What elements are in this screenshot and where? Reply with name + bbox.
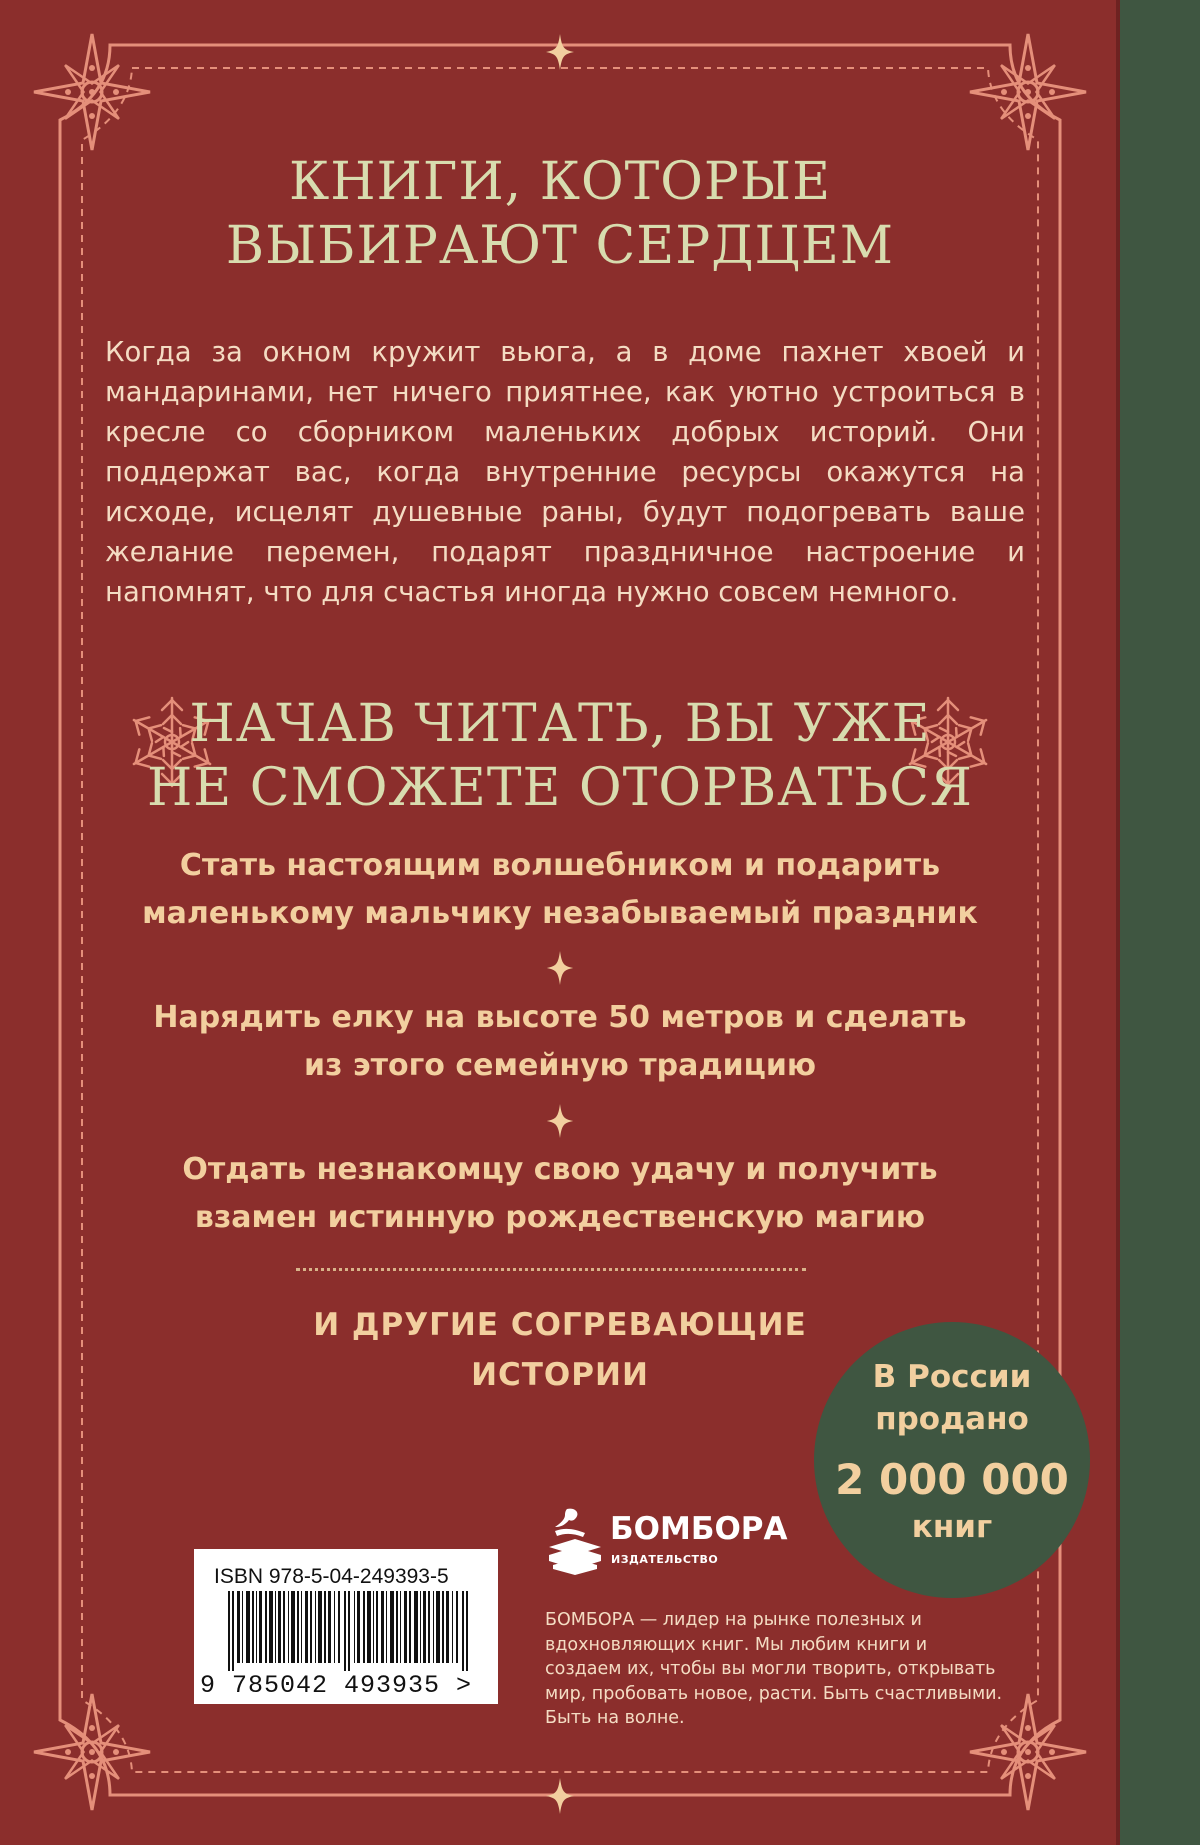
dotted-divider	[296, 1268, 806, 1271]
barcode-panel	[194, 1549, 498, 1704]
badge-unit: книг	[911, 1509, 993, 1545]
publisher-name: БОМБОРА	[610, 1511, 788, 1547]
main-heading	[120, 150, 1000, 278]
secondary-heading	[120, 692, 1000, 820]
feature-line: из этого семейную традицию	[303, 1048, 817, 1083]
feature-item	[110, 842, 1010, 938]
feature-item	[110, 994, 1010, 1090]
feature-line: взамен истинную рождественскую магию	[194, 1200, 926, 1235]
feature-line: Нарядить елку на высоте 50 метров и сделать	[153, 1000, 967, 1035]
secondary-heading-line: НАЧАВ ЧИТАТЬ, ВЫ УЖЕ	[189, 694, 931, 754]
feature-line: Стать настоящим волшебником и подарить	[179, 848, 941, 883]
spine	[1120, 0, 1200, 1845]
intro-paragraph: Когда за окном кружит вьюга, а в доме пахнет хвоей и мандаринами, нет ничего приятнее, как уютно устроиться в кресле со сборником маленьких добрых историй. Они поддержат вас, когда внутренние ресурсы окажутся на исходе, исцелят душевные раны, будут подогревать ваше желание перемен, подарят праздничное настроение и напомнят, что для счастья иногда нужно совсем немного.	[105, 336, 1025, 608]
corner-ornament-icon	[34, 34, 150, 150]
secondary-heading-line: НЕ СМОЖЕТЕ ОТОРВАТЬСЯ	[146, 758, 974, 818]
main-heading-line: КНИГИ, КОТОРЫЕ	[288, 152, 832, 212]
sales-badge	[814, 1322, 1090, 1598]
four-point-star-icon	[546, 34, 574, 70]
publisher-about: БОМБОРА — лидер на рынке полезных и вдохновляющих книг. Мы любим книги и создаем их, чтобы вы могли творить, открывать мир, пробовать новое, расти. Быть счастливыми. Быть на волне.	[545, 1610, 1003, 1728]
other-stories-line: И ДРУГИЕ СОГРЕВАЮЩИЕ	[313, 1307, 807, 1343]
badge-count: 2 000 000	[835, 1455, 1069, 1504]
isbn-digits: 9 785042 493935 >	[200, 1671, 473, 1700]
other-stories-line: ИСТОРИИ	[471, 1357, 649, 1393]
feature-line: маленькому мальчику незабываемый праздник	[142, 896, 978, 931]
publisher-subtitle: ИЗДАТЕЛЬСТВО	[611, 1553, 719, 1566]
feature-line: Отдать незнакомцу свою удачу и получить	[182, 1152, 938, 1187]
bombora-logo-icon	[545, 1503, 605, 1583]
four-point-star-icon	[546, 1104, 574, 1138]
other-stories-caption	[280, 1300, 840, 1400]
feature-item	[110, 1146, 1010, 1242]
four-point-star-icon	[546, 951, 574, 985]
corner-ornament-icon	[970, 34, 1086, 150]
badge-line: продано	[875, 1401, 1029, 1437]
barcode-icon	[228, 1591, 468, 1671]
four-point-star-icon	[546, 1778, 574, 1814]
publisher-logo	[545, 1503, 788, 1588]
badge-line: В России	[872, 1359, 1032, 1395]
corner-ornament-icon	[34, 1694, 150, 1810]
isbn-label: ISBN 978-5-04-249393-5	[214, 1565, 449, 1588]
main-heading-line: ВЫБИРАЮТ СЕРДЦЕМ	[225, 216, 895, 276]
